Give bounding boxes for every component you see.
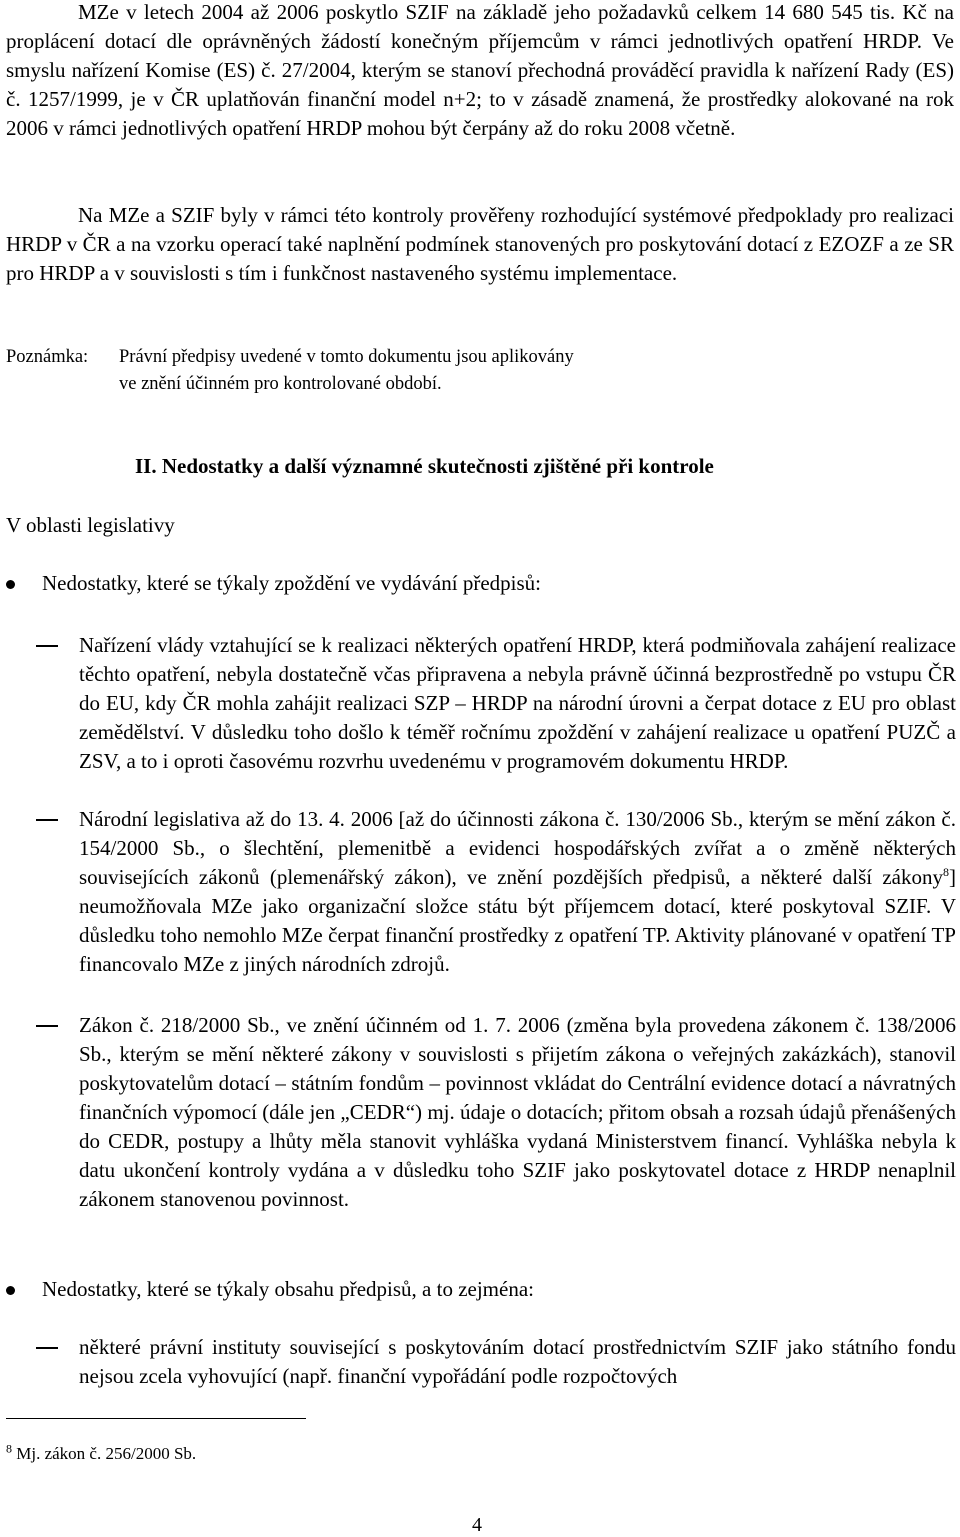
dash-text: Nařízení vlády vztahující se k realizaci některých opatření HRDP, která podmiňovala zahájení realizace těchto opatření, nebyla dostatečně včas připravena a nebyla právně účinná bezprostředně po vstupu ČR do EU, kdy ČR mohla zahájit realizaci SZP – HRDP na národní úrovni a čerpat dotace z EU pro oblast zemědělství. V důsledku toho došlo k téměř ročnímu zpoždění v zahájení realizace u opatření PUZČ a ZSV, a to i oproti časovému rozvrhu uvedenému v programovém dokumentu HRDP. bbox=[79, 633, 956, 773]
dash-icon bbox=[36, 1025, 58, 1027]
control-scope-paragraph-text: Na MZe a SZIF byly v rámci této kontroly prověřeny rozhodující systémové předpoklady pro realizaci HRDP v ČR a na vzorku operací také naplnění podmínek stanovených pro poskytování dotací z EZOZF a ze SR pro HRDP a v souvislosti s tím i funkčnost nastaveného systému implementace. bbox=[6, 203, 954, 285]
note-line-2: ve znění účinném pro kontrolované období. bbox=[119, 374, 442, 394]
dash-icon bbox=[36, 645, 58, 647]
dash-text: Zákon č. 218/2000 Sb., ve znění účinném od 1. 7. 2006 (změna byla provedena zákonem č. 138/2006 Sb., kterým se mění některé zákony v souvislosti s přijetím zákona o veřejných zakázkách), stanovil poskytovatelům dotací – státním fondům – povinnost vkládat do Centrální evidence dotací a návratných finančních výpomocí (dále jen „CEDR“) mj. údaje o dotacích; přitom obsah a rozsah údajů přenášených do CEDR, postupy a lhůty měla stanovit vyhláška vydaná Ministerstvem financí. Vyhláška nebyla k datu ukončení kontroly vydána a v důsledku toho SZIF jako poskytovatel dotace z HRDP nenaplnil zákonem stanovenou povinnost. bbox=[79, 1013, 956, 1211]
intro-paragraph-text: MZe v letech 2004 až 2006 poskytlo SZIF na základě jeho požadavků celkem 14 680 545 tis. Kč na proplácení dotací dle oprávněných žádostí konečným příjemcům v rámci jednotlivých opatření HRDP. Ve smyslu nařízení Komise (ES) č. 27/2004, kterým se stanoví přechodná prováděcí pravidla k nařízení Rady (ES) č. 1257/1999, je v ČR uplatňován finanční model n+2; to v zásadě znamená, že prostředky alokované na rok 2006 v rámci jednotlivých opatření HRDP mohou být čerpány až do roku 2008 včetně. bbox=[6, 0, 954, 140]
subsection-heading: V oblasti legislativy bbox=[6, 513, 175, 537]
footnote-divider bbox=[6, 1418, 306, 1419]
page-number: 4 bbox=[472, 1514, 482, 1536]
dash-icon bbox=[36, 819, 58, 821]
footnote-text: Mj. zákon č. 256/2000 Sb. bbox=[12, 1444, 197, 1463]
intro-paragraph bbox=[6, 0, 954, 143]
note-label: Poznámka: bbox=[6, 347, 89, 367]
bullet-text: Nedostatky, které se týkaly obsahu předpisů, a to zejména: bbox=[42, 1277, 534, 1301]
bullet-dot-icon bbox=[6, 1286, 15, 1295]
note-text bbox=[119, 344, 719, 398]
note-line-1: Právní předpisy uvedené v tomto dokumentu jsou aplikovány bbox=[119, 347, 574, 367]
dash-text: některé právní instituty související s poskytováním dotací prostřednictvím SZIF jako státního fondu nejsou zcela vyhovující (např. finanční vypořádání podle rozpočtových bbox=[79, 1335, 956, 1388]
section-heading: II. Nedostatky a další významné skutečnosti zjištěné při kontrole bbox=[135, 454, 714, 478]
dash-text-part: ] neumožňovala MZe jako organizační složce státu být příjemcem dotací, které poskytoval SZIF. V důsledku toho nemohlo MZe čerpat finanční prostředky z opatření TP. Aktivity plánované v opatření TP financovalo MZe z jiných národních zdrojů. bbox=[79, 865, 956, 976]
footnote bbox=[6, 1443, 196, 1465]
footnote-number: 8 bbox=[6, 1441, 12, 1456]
dash-text-part: Národní legislativa až do 13. 4. 2006 [až do účinnosti zákona č. 130/2006 Sb., kterým se mění zákon č. 154/2000 Sb., o šlechtění, plemenitbě a evidenci hospodářských zvířat a o změně některých souvisejících zákonů (plemenářský zákon), ve znění pozdějších předpisů, a některé další zákony bbox=[79, 807, 956, 889]
dash-icon bbox=[36, 1347, 58, 1349]
control-scope-paragraph bbox=[6, 201, 954, 288]
bullet-dot-icon bbox=[6, 580, 15, 589]
dash-text bbox=[79, 805, 956, 979]
footnote-reference: 8 bbox=[943, 865, 949, 879]
bullet-text: Nedostatky, které se týkaly zpoždění ve vydávání předpisů: bbox=[42, 571, 541, 595]
